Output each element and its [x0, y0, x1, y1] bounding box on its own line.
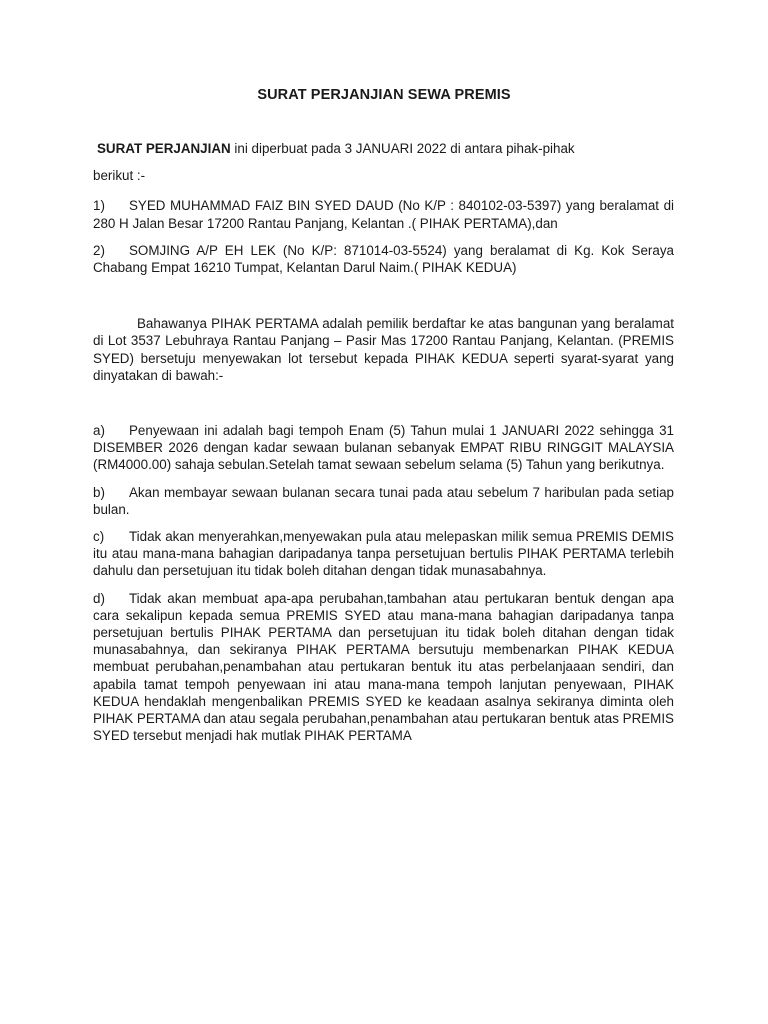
- document-title: SURAT PERJANJIAN SEWA PREMIS: [257, 87, 511, 103]
- clause-b-label: b): [93, 484, 105, 500]
- document-body: [93, 140, 674, 744]
- clause-d-text: Tidak akan membuat apa-apa perubahan,tambahan atau pertukaran bentuk dengan apa cara sekalipun kepada semua PREMIS SYED atau mana-mana bahagian daripadanya tanpa persetujuan bertulis PIHAK PERTAMA dan persetujuan itu tidak boleh ditahan dengan tidak munasabahnya, dan sekiranya PIHAK PERTAMA bersutuju membenarkan PIHAK KEDUA membuat perubahan,penambahan atau pertukaran bentuk itu atas perbelanjaaan sendiri, dan apabila tamat tempoh penyewaan ini atau mana-mana tempoh lanjutan penyewaan, PIHAK KEDUA hendaklah mengenbalikan PREMIS SYED ke keadaan asalnya sekiranya diminta oleh PIHAK PERTAMA dan atau segala perubahan,penambahan atau pertukaran bentuk atas PREMIS SYED tersebut menjadi hak mutlak PIHAK PERTAMA: [93, 590, 674, 744]
- party-1: [93, 197, 674, 231]
- party-1-text: SYED MUHAMMAD FAIZ BIN SYED DAUD (No K/P : 840102-03-5397) yang beralamat di 280 H Jalan Besar 17200 Rantau Panjang, Kelantan .( PIHAK PERTAMA),dan: [93, 198, 674, 231]
- intro-bold-lead: SURAT PERJANJIAN: [97, 141, 231, 156]
- party-2-text: SOMJING A/P EH LEK (No K/P: 871014-03-5524) yang beralamat di Kg. Kok Seraya Chabang Empat 16210 Tumpat, Kelantan Darul Naim.( PIHAK KEDUA): [93, 242, 674, 276]
- clause-a-label: a): [93, 423, 105, 439]
- recital-paragraph: [93, 315, 674, 384]
- recital-text: Bahawanya PIHAK PERTAMA adalah pemilik berdaftar ke atas bangunan yang beralamat di Lot 3537 Lebuhraya Rantau Panjang – Pasir Mas 17200 Rantau Panjang, Kelantan. (PREMIS SYED) bersetuju menyewakan lot tersebut kepada PIHAK KEDUA seperti syarat-syarat yang dinyatakan di bawah:-: [93, 316, 674, 383]
- clause-c: [93, 528, 674, 580]
- clause-c-text: Tidak akan menyerahkan,menyewakan pula atau melepaskan milik semua PREMIS DEMIS itu atau mana-mana bahagian daripadanya tanpa persetujuan bertulis PIHAK PERTAMA terlebih dahulu dan persetujuan itu tidak boleh ditahan dengan tidak munasabahnya.: [93, 529, 674, 579]
- intro-rest: ini diperbuat pada 3 JANUARI 2022 di antara pihak-pihak: [230, 141, 575, 156]
- party-1-number: 1): [93, 198, 105, 214]
- intro-paragraph: [93, 140, 674, 157]
- clause-b: [93, 484, 674, 518]
- party-2-number: 2): [93, 242, 105, 258]
- intro-line-2: berikut :-: [93, 168, 146, 184]
- clause-a: [93, 422, 674, 474]
- clause-d-label: d): [93, 590, 105, 606]
- clause-c-label: c): [93, 529, 105, 545]
- clause-d: [93, 590, 674, 745]
- clause-a-text: Penyewaan ini adalah bagi tempoh Enam (5) Tahun mulai 1 JANUARI 2022 sehingga 31 DISEMBER 2026 dengan kadar sewaan bulanan sebanyak EMPAT RIBU RINGGIT MALAYSIA (RM4000.00) sahaja sebulan.Setelah tamat sewaan sebelum selama (5) Tahun yang berikutnya.: [93, 423, 674, 473]
- party-2: [93, 242, 674, 276]
- clause-b-text: Akan membayar sewaan bulanan secara tunai pada atau sebelum 7 haribulan pada setiap bulan.: [93, 484, 674, 517]
